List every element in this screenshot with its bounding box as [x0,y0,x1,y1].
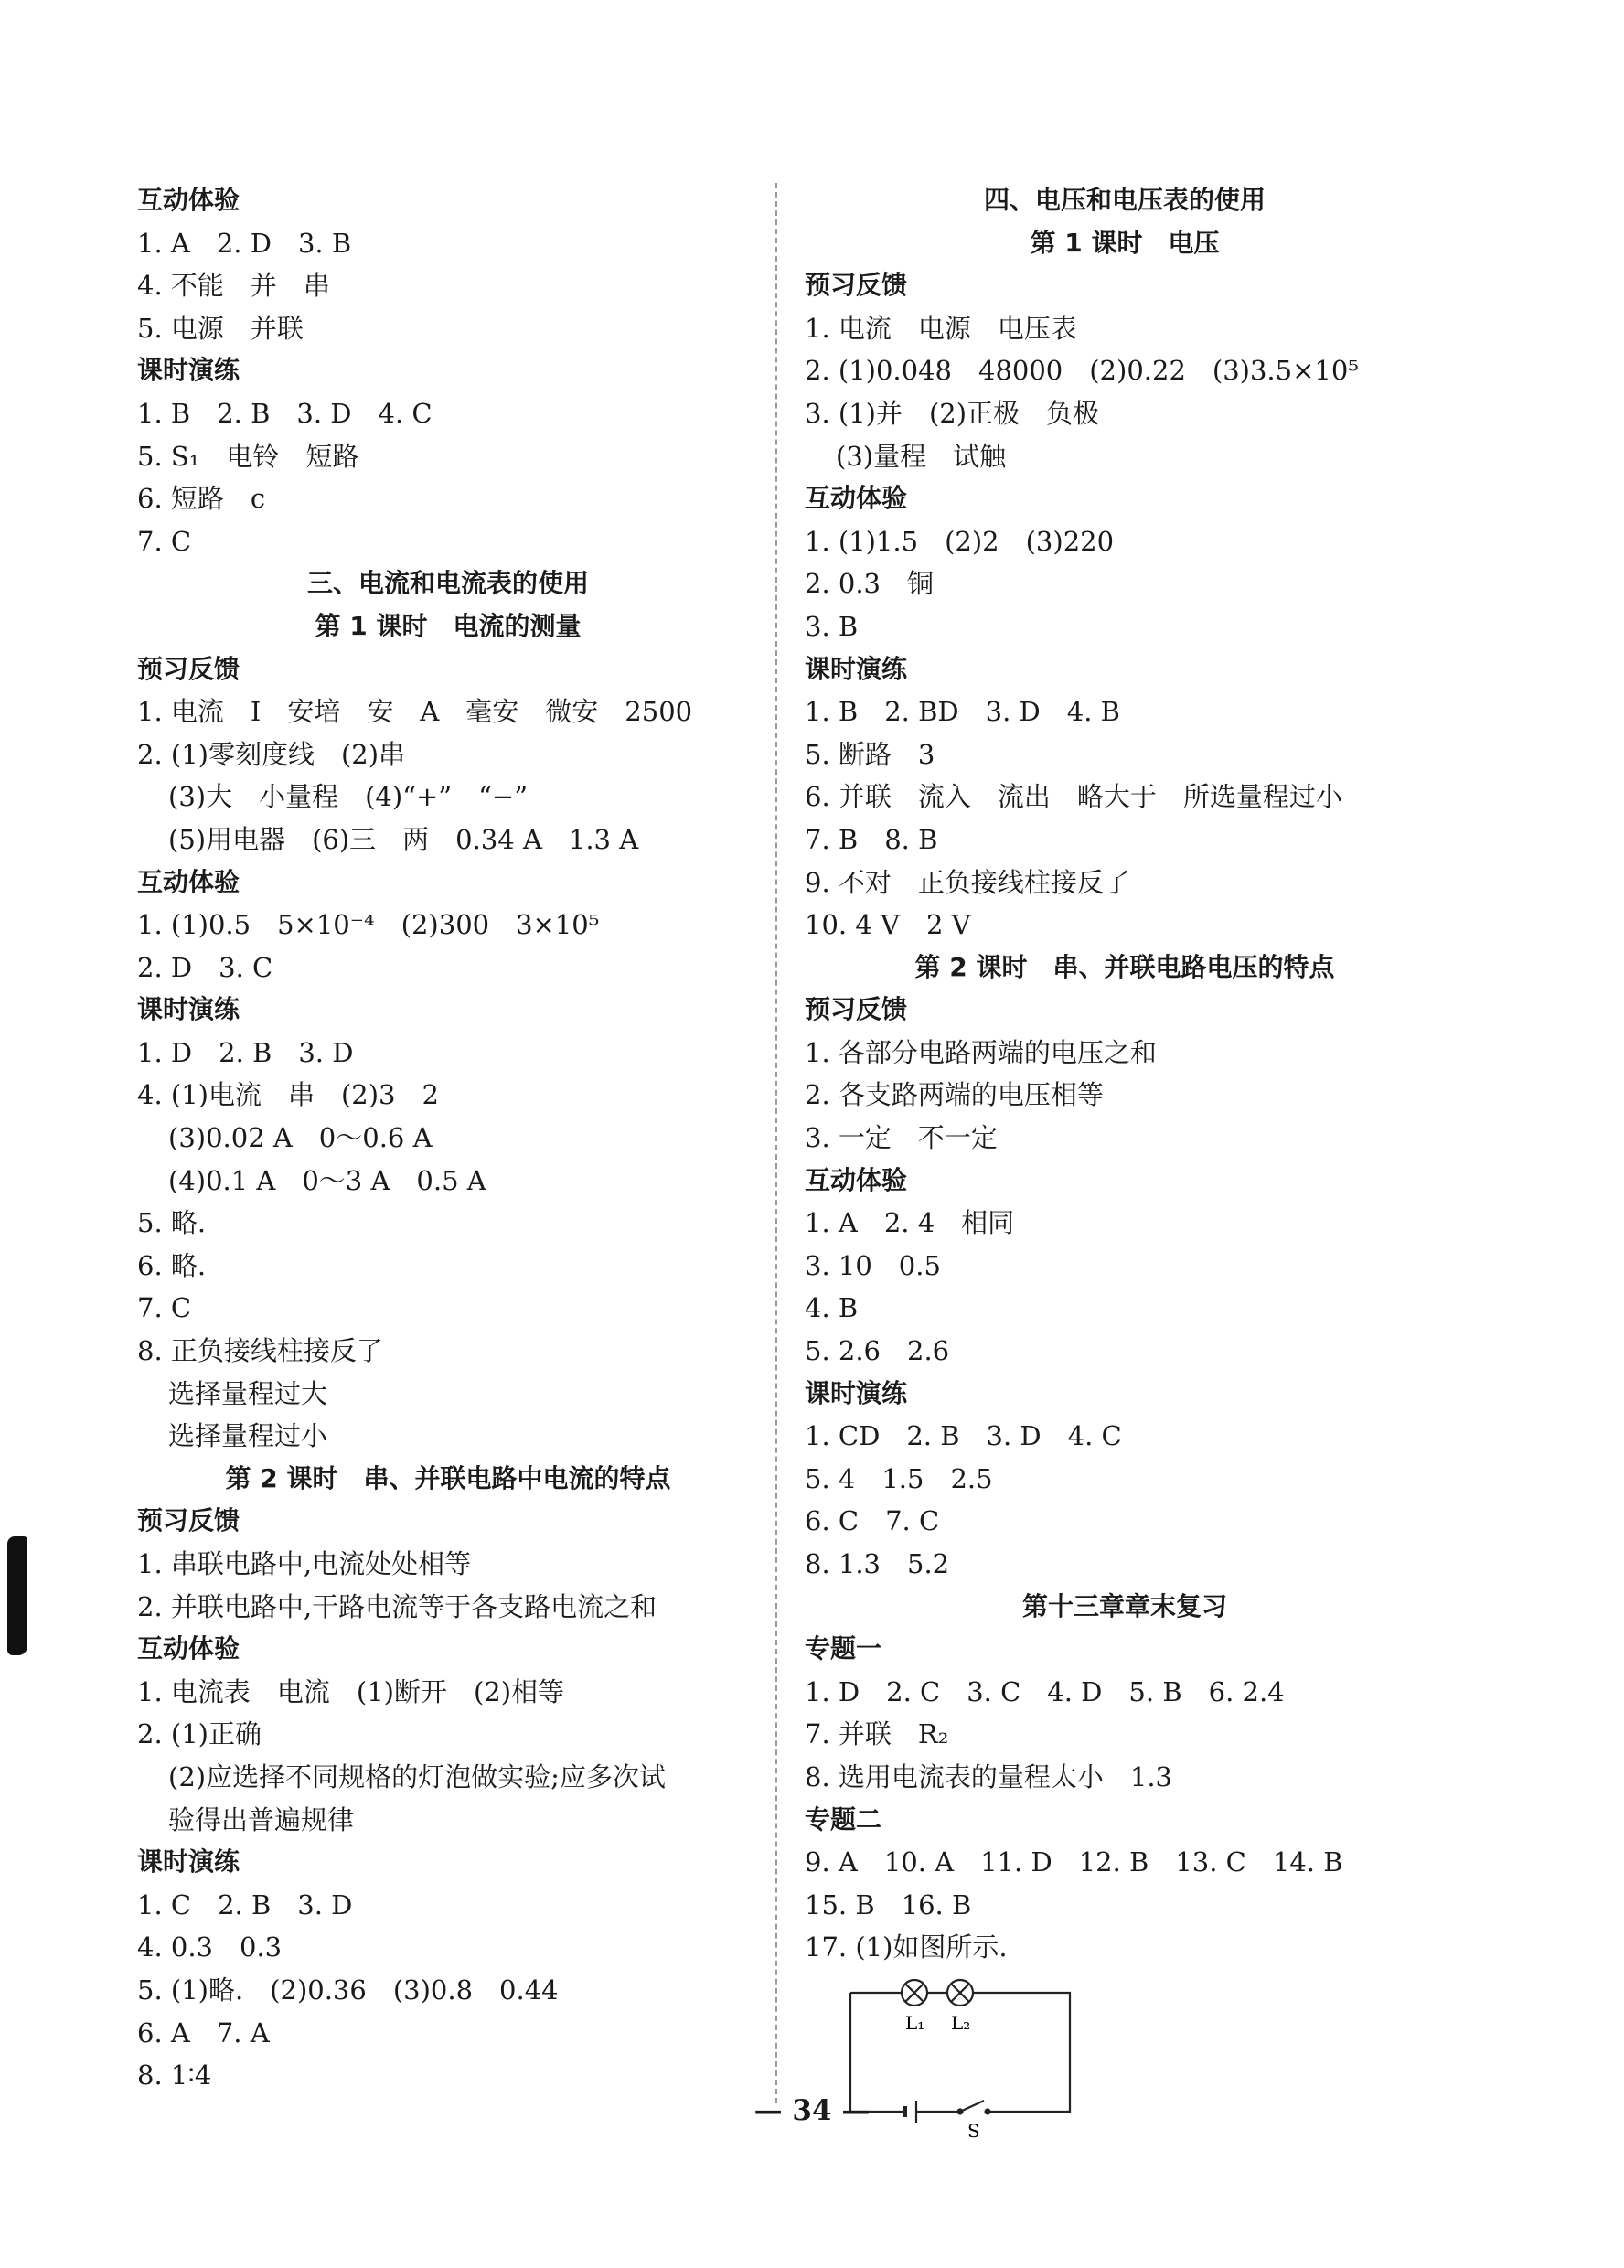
answer-line: 7. C [137,525,192,557]
subsection-title: 预习反馈 [137,653,240,684]
answer-line: 9. A 10. A 11. D 12. B 13. C 14. B [805,1846,1343,1878]
section-heading: 第 1 课时 电流的测量 [315,610,582,641]
subsection-title: 课时演练 [137,1846,240,1878]
subsection-title: 课时演练 [805,1377,908,1408]
answer-line: 3. (1)并 (2)正极 负极 [805,397,1100,429]
answer-line: 15. B 16. B [805,1888,972,1920]
page-number: — 34 — [753,2094,871,2127]
answer-line: 8. 正负接线柱接反了 [137,1335,383,1367]
answer-line: (4)0.1 A 0～3 A 0.5 A [168,1164,486,1196]
subsection-title: 互动体验 [137,185,240,215]
left-column [137,179,759,2097]
answer-line: 5. 略. [137,1207,207,1239]
answer-line: 6. 略. [137,1249,207,1281]
answer-line: 8. 1∶4 [137,2059,212,2091]
answer-line: 3. 10 0.5 [805,1249,941,1281]
section-heading: 第 1 课时 电压 [1030,227,1220,258]
subsection-title: 互动体验 [805,483,908,514]
answer-line: 1. (1)1.5 (2)2 (3)220 [805,525,1115,557]
answer-line: 4. 不能 并 串 [137,270,330,302]
answer-line: 1. 电流 电源 电压表 [805,312,1077,344]
subsection-title: 预习反馈 [805,270,908,301]
section-heading: 第 2 课时 串、并联电路中电流的特点 [225,1462,671,1493]
answer-line: 1. A 2. D 3. B [137,227,352,259]
subsection-title: 课时演练 [137,355,240,386]
subsection-title: 课时演练 [805,653,908,684]
answer-line: 2. 0.3 铜 [805,568,935,600]
label-s: S [967,2119,980,2139]
answer-line: 2. (1)0.048 48000 (2)0.22 (3)3.5×10⁵ [805,355,1359,387]
subsection-title: 课时演练 [137,994,240,1025]
answer-line: 1. D 2. C 3. C 4. D 5. B 6. 2.4 [805,1675,1285,1707]
answer-line: 9. 不对 正负接线柱接反了 [805,866,1130,898]
answer-line: 1. CD 2. B 3. D 4. C [805,1420,1122,1452]
answer-line: (5)用电器 (6)三 两 0.34 A 1.3 A [168,823,639,855]
scan-mark [7,1536,27,1655]
answer-line: 5. (1)略. (2)0.36 (3)0.8 0.44 [137,1974,559,2006]
answer-line: 1. 串联电路中,电流处处相等 [137,1548,472,1579]
answer-line: (3)量程 试触 [836,440,1007,472]
subsection-title: 互动体验 [137,1633,240,1664]
answer-line: 7. 并联 R₂ [805,1718,949,1750]
answer-line: 1. C 2. B 3. D [137,1888,353,1920]
answer-line: 选择量程过大 [168,1377,328,1409]
answer-line: 4. 0.3 0.3 [137,1931,283,1963]
answer-line: 1. B 2. B 3. D 4. C [137,397,433,429]
answer-line: 3. B [805,610,859,642]
answer-line: 2. D 3. C [137,951,273,983]
column-divider [775,183,777,2103]
subsection-title: 预习反馈 [805,994,908,1025]
section-heading: 第 2 课时 串、并联电路电压的特点 [914,951,1335,982]
answer-line: 2. (1)正确 [137,1718,262,1750]
answer-line: 5. 2.6 2.6 [805,1335,950,1367]
answer-line: 1. 电流 I 安培 安 A 毫安 微安 2500 [137,696,693,728]
answer-line: 6. C 7. C [805,1505,940,1537]
answer-line: 4. B [805,1292,859,1324]
answer-line: (2)应选择不同规格的灯泡做实验;应多次试 [168,1760,666,1792]
answer-line: 8. 选用电流表的量程太小 1.3 [805,1760,1173,1792]
answer-line: 2. 各支路两端的电压相等 [805,1079,1104,1111]
answer-line: 验得出普遍规律 [168,1803,355,1835]
subsection-title: 专题一 [805,1633,882,1664]
section-heading: 第十三章章末复习 [1021,1590,1227,1621]
answer-line: 7. B 8. B [805,823,938,855]
label-l2: L₂ [951,2011,971,2034]
answer-line: 5. S₁ 电铃 短路 [137,440,359,472]
section-heading: 三、电流和电流表的使用 [306,568,589,599]
answer-line: 3. 一定 不一定 [805,1122,998,1154]
answer-line: 1. B 2. BD 3. D 4. B [805,696,1120,728]
label-l1: L₁ [905,2011,925,2034]
right-column [805,179,1445,2143]
answer-line: 1. 电流表 电流 (1)断开 (2)相等 [137,1675,565,1707]
answer-line: 1. D 2. B 3. D [137,1036,354,1068]
answer-line: 8. 1.3 5.2 [805,1548,950,1579]
answer-line: 2. (1)零刻度线 (2)串 [137,738,406,770]
answer-line: 10. 4 V 2 V [805,909,971,941]
answer-line: 6. 短路 c [137,483,266,515]
answer-line: 2. 并联电路中,干路电流等于各支路电流之和 [137,1590,657,1622]
answer-line: 17. (1)如图所示. [805,1931,1008,1963]
answer-line: 选择量程过小 [168,1420,328,1452]
section-heading: 四、电压和电压表的使用 [983,185,1266,215]
answer-line: 4. (1)电流 串 (2)3 2 [137,1079,439,1111]
answer-line: 1. (1)0.5 5×10⁻⁴ (2)300 3×10⁵ [137,909,600,941]
answer-line: 5. 断路 3 [805,738,935,770]
answer-line: 6. A 7. A [137,2017,270,2049]
subsection-title: 专题二 [805,1803,882,1835]
subsection-title: 互动体验 [137,866,240,897]
subsection-title: 互动体验 [805,1164,908,1195]
answer-line: (3)大 小量程 (4)“+” “−” [168,781,529,813]
answer-line: 6. 并联 流入 流出 略大于 所选量程过小 [805,781,1342,813]
answer-line: 5. 电源 并联 [137,312,304,344]
answer-line: 1. A 2. 4 相同 [805,1207,1015,1239]
answer-line: 1. 各部分电路两端的电压之和 [805,1036,1157,1068]
answer-line: 7. C [137,1292,192,1324]
subsection-title: 预习反馈 [137,1505,240,1536]
answer-line: (3)0.02 A 0～0.6 A [168,1122,433,1154]
answer-line: 5. 4 1.5 2.5 [805,1462,993,1494]
